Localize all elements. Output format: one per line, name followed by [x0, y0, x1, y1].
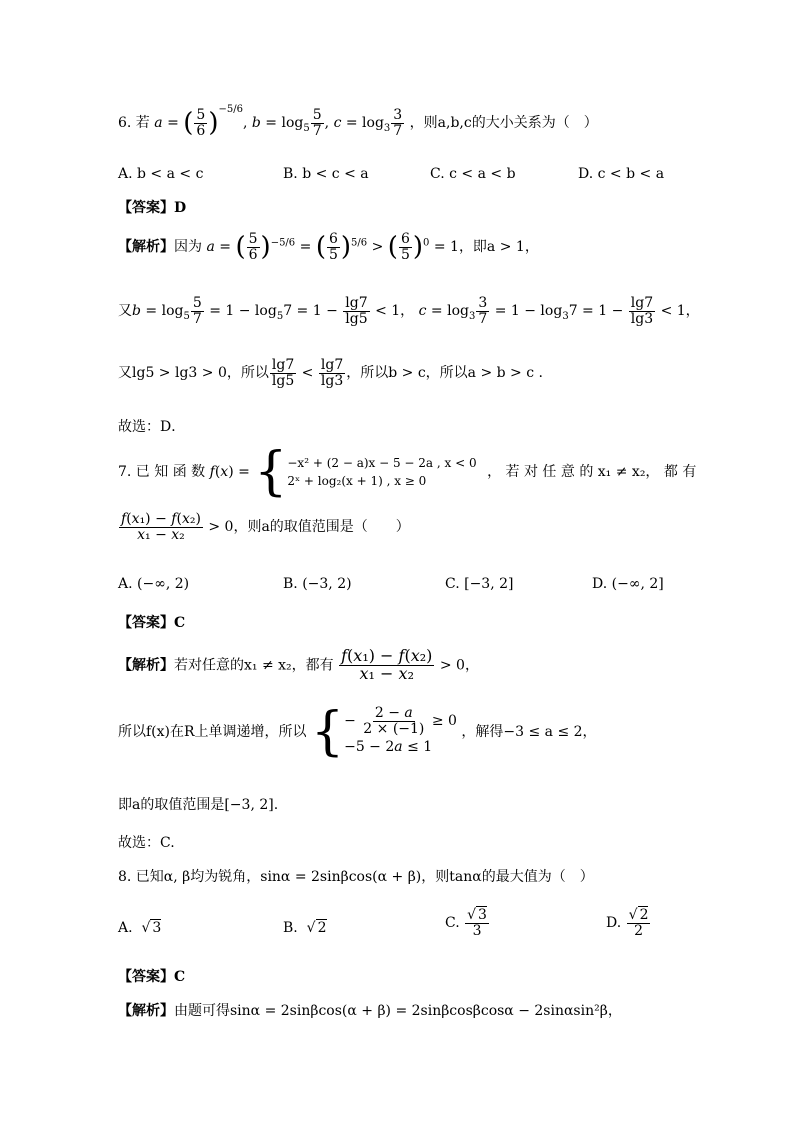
q6-analysis-line2: 又$b = \log_5$ $\frac{5}{7}$ = $1 - \log_57 = 1$ − $\frac{\lg 7}{\lg 5}$ < 1， $c = \log_3$ $\frac{3}{7}$ = $1 - \log_37 = 1$ − $\frac{\lg 7}{\lg 3}$ < 1， — [118, 295, 700, 327]
q6-answer: 【答案】D — [118, 200, 187, 216]
q8-option-b: B. √ 2 — [283, 920, 327, 936]
q8-option-d: D. $\frac{√ 2}{2}$ — [606, 907, 649, 939]
q6-analysis-line3: 又lg5 > lg3 > 0，所以 $\frac{\lg 7}{\lg 5}$ < $\frac{\lg 7}{\lg 3}$ ，所以b > c，所以a > b > c . — [118, 357, 543, 389]
q7-cond-tail: > 0，则a的取值范围是（ ） — [208, 519, 410, 536]
q7-answer: 【答案】C — [118, 615, 186, 631]
q7-option-a: A. (−∞, 2) — [118, 576, 190, 592]
q7-line1-tail: > 0， — [439, 657, 479, 674]
q8-option-a-label: A. — [118, 920, 133, 936]
q8-line1-text: 由题可得sinα = 2sinβcos(α + β) = 2sinβcosβcosα − 2sinαsin²β， — [174, 1003, 622, 1019]
q6-stem-suffix: ，则a,b,c的大小关系为（ ） — [409, 115, 598, 132]
q7-stem-suffix: ， 若 对 任 意 的 x₁ ≠ x₂， 都 有 — [487, 464, 697, 480]
q6-option-a: A. b < a < c — [118, 166, 204, 182]
q7-line2-prefix: 所以f(x)在R上单调递增，所以 — [118, 724, 307, 740]
q8-analysis-line1 — [118, 1000, 622, 1020]
q6-line1-tail: ，即a > 1， — [458, 239, 539, 256]
q7-condition: $\frac{\text{f(x₁) − f(x₂)}}{\text{x₁ − x₂}}$ > 0，则a的取值范围是（ ） — [121, 511, 410, 543]
q6-line1-text: 因为 — [174, 239, 202, 256]
q6-option-d: D. c < b < a — [578, 166, 665, 182]
q7-analysis-line2: 所以f(x)在R上单调递增，所以 { − $\frac{2 - a}{2 \times (-1)}$ ≥ 0 −5 − 2a ≤ 1 ，解得−3 ≤ a ≤ 2， — [118, 702, 597, 762]
q8-option-b-label: B. — [283, 920, 298, 936]
q8-option-d-label: D. — [606, 915, 622, 932]
q8-option-c-label: C. — [445, 915, 460, 932]
q6-choice: 故选：D． — [118, 419, 186, 435]
q6-line2-prefix: 又 — [118, 303, 132, 320]
q7-option-c: C. [−3, 2] — [445, 576, 514, 592]
q8-answer: 【答案】C — [118, 969, 186, 985]
q7-choice: 故选：C. — [118, 835, 175, 851]
q8-option-c: C. $\frac{√ 3}{3}$ — [445, 907, 487, 939]
q6-stem: 6. 若 a = ( $\frac{5}{6}$ )$^{-5/6}$, $b = \log_5$ $\frac{5}{7}$ , $c = \log_3$ $\frac{3}{7}$ ，则a,b,c的大小关系为（ ） — [118, 103, 598, 139]
q7-analysis-line1: 【解析】若对任意的x₁ ≠ x₂，都有 $\frac{\text{f(x₁) − f(x₂)}}{\text{x₁ − x₂}}$ > 0， — [118, 646, 479, 683]
q6-analysis-line1: 【解析】因为 a = ( $\frac{5}{6}$ )$^{-5/6}$ = ( $\frac{6}{5}$ )$^{5/6}$ > ( $\frac{6}{5}$ )$^0$ = 1，即a > 1， — [118, 231, 539, 263]
q7-piece2: 2ˣ + log₂(x + 1) , x ≥ 0 — [287, 474, 427, 488]
q7-line1-text: 若对任意的x₁ ≠ x₂，都有 — [174, 657, 334, 674]
q6-line3-text: 又lg5 > lg3 > 0，所以 — [118, 365, 269, 382]
q8-analysis-label: 【解析】 — [118, 1003, 174, 1019]
q6-analysis-label: 【解析】 — [118, 239, 174, 256]
q6-stem-prefix: 6. 若 — [118, 115, 150, 132]
q7-analysis-label: 【解析】 — [118, 657, 174, 674]
q7-analysis-line3: 即a的取值范围是[−3, 2]. — [118, 797, 279, 813]
q7-piece1: −x² + (2 − a)x − 5 − 2a , x < 0 — [287, 456, 477, 470]
q8-stem: 8. 已知α, β均为锐角，sinα = 2sinβcos(α + β)，则tanα的最大值为（ ） — [118, 869, 594, 885]
q7-option-d: D. (−∞, 2] — [592, 576, 664, 592]
q6-option-c: C. c < a < b — [430, 166, 516, 182]
q6-line3-tail: ，所以b > c，所以a > b > c . — [346, 365, 543, 382]
q7-stem-prefix: 7. 已 知 函 数 — [118, 464, 206, 480]
q8-option-a: A. √ 3 — [118, 920, 162, 936]
q7-stem: 7. 已 知 函 数 f(x) = { −x² + (2 − a)x − 5 − 2a , x < 0 2ˣ + log₂(x + 1) , x ≥ 0 ， 若 对 任 意 的 x₁ ≠ x₂， 都 有 — [118, 442, 697, 502]
q7-line2-tail: ，解得−3 ≤ a ≤ 2， — [461, 724, 597, 740]
q6-option-b: B. b < c < a — [283, 166, 369, 182]
q7-option-b: B. (−3, 2) — [283, 576, 352, 592]
